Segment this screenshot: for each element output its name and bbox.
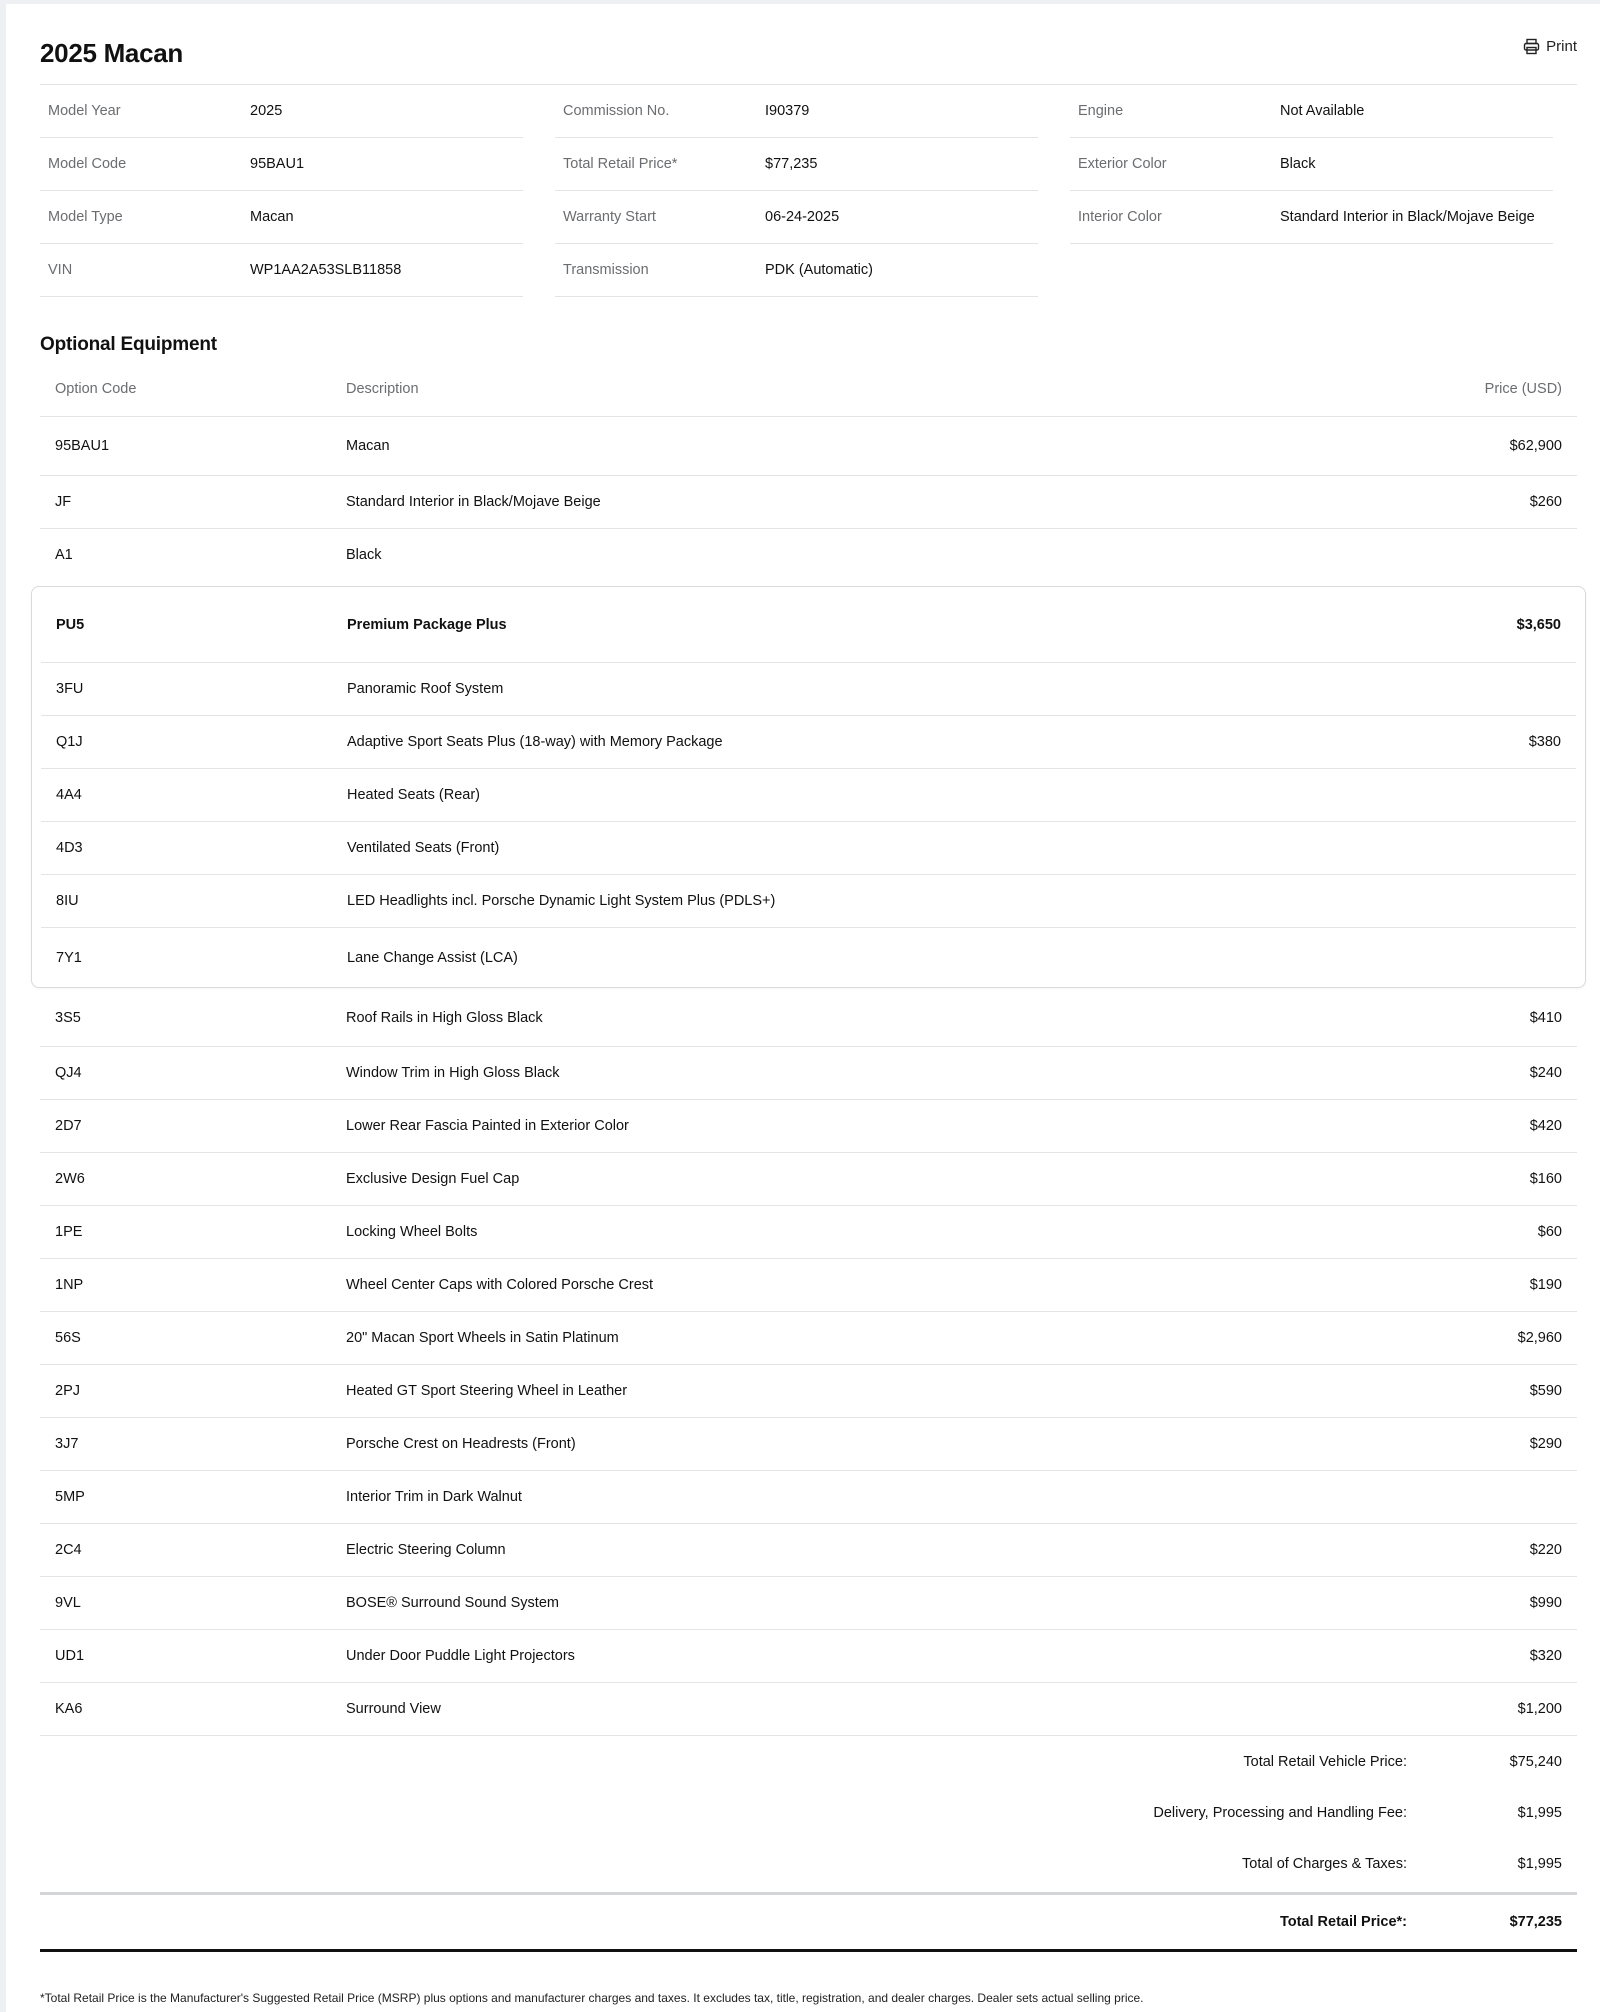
option-row [40,1577,1577,1630]
option-code: 7Y1 [56,949,82,966]
header-price: Price (USD) [1484,381,1562,397]
footnote: *Total Retail Price is the Manufacturer's Suggested Retail Price (MSRP) plus options and manufacturer charges and taxes. It excludes tax, title, registration, and dealer charges. Dealer sets actual selling price. [40,1991,1144,2005]
option-description: Lower Rear Fascia Painted in Exterior Color [346,1118,629,1134]
options-list [40,417,1577,581]
spec-row [40,138,523,191]
spec-label: Warranty Start [563,209,656,225]
option-price: $290 [1529,1436,1562,1452]
spec-row [1070,191,1553,244]
option-description: Black [346,547,382,563]
option-price: $160 [1529,1171,1562,1187]
option-code: 1PE [55,1224,83,1240]
spec-value: 06-24-2025 [765,209,840,225]
spec-value: Not Available [1280,103,1365,119]
option-price: $3,650 [1516,616,1561,633]
totals-section [40,1736,1577,1952]
option-row [40,1100,1577,1153]
option-description: Wheel Center Caps with Colored Porsche Crest [346,1277,654,1293]
option-price: $240 [1529,1065,1562,1081]
option-description: Lane Change Assist (LCA) [347,949,518,966]
option-price: $260 [1529,494,1562,510]
option-code: 4A4 [56,787,82,803]
total-label: Total Retail Vehicle Price: [1243,1753,1407,1770]
option-code: 4D3 [56,840,83,856]
vehicle-specs [40,84,1577,297]
option-code: 2PJ [55,1383,80,1399]
option-code: 5MP [55,1489,85,1505]
option-row [40,417,1577,476]
option-description: BOSE® Surround Sound System [346,1595,559,1611]
option-row [40,1312,1577,1365]
option-code: 3FU [56,681,84,697]
spec-row [555,191,1038,244]
option-code: 9VL [55,1595,81,1611]
totals-rows [40,1736,1577,1889]
option-description: 20" Macan Sport Wheels in Satin Platinum [346,1330,619,1346]
spec-label: Interior Color [1078,209,1162,225]
option-description: Premium Package Plus [347,616,507,633]
total-value: $1,995 [1517,1855,1562,1872]
option-description: Heated GT Sport Steering Wheel in Leather [346,1383,628,1399]
option-code: 95BAU1 [55,438,110,454]
document-content [40,4,1577,2005]
option-price: $1,200 [1517,1701,1562,1717]
spec-label: VIN [48,262,73,278]
option-description: Adaptive Sport Seats Plus (18-way) with Memory Package [347,734,723,750]
spec-column [1070,85,1553,297]
spec-label: Model Year [48,103,121,119]
option-price: $60 [1537,1224,1562,1240]
spec-column [555,85,1038,297]
option-description: Window Trim in High Gloss Black [346,1065,560,1081]
option-row [41,663,1576,716]
option-description: Electric Steering Column [346,1542,506,1558]
option-price: $2,960 [1517,1330,1562,1346]
option-description: Macan [346,438,390,454]
document-sheet [6,4,1600,2012]
option-row [41,716,1576,769]
spec-row [40,244,523,297]
option-code: A1 [55,547,73,563]
option-row [40,1047,1577,1100]
option-row [40,990,1577,1047]
print-button[interactable] [1523,38,1577,55]
option-description: Surround View [346,1701,441,1717]
total-row [40,1838,1577,1889]
option-code: 2D7 [55,1118,82,1134]
spec-row [555,138,1038,191]
option-code: 3S5 [55,1010,81,1026]
spec-row [1070,85,1553,138]
spec-label: Exterior Color [1078,156,1167,172]
option-row [40,1259,1577,1312]
grand-total-row [40,1895,1577,1949]
document-header [40,4,1577,84]
option-row [41,875,1576,928]
total-value: $1,995 [1517,1804,1562,1821]
option-description: Ventilated Seats (Front) [347,840,500,856]
option-row [40,1524,1577,1577]
option-description: LED Headlights incl. Porsche Dynamic Light System Plus (PDLS+) [347,893,776,909]
option-row [40,1471,1577,1524]
option-code: KA6 [55,1701,83,1717]
spec-value: 2025 [250,103,283,119]
spec-value: Standard Interior in Black/Mojave Beige [1280,209,1535,225]
spec-label: Model Code [48,156,127,172]
option-row [40,476,1577,529]
section-title: Optional Equipment [40,334,217,355]
spec-value: WP1AA2A53SLB11858 [250,262,402,278]
option-row [41,928,1576,987]
option-row [40,1365,1577,1418]
total-value: $75,240 [1509,1753,1562,1770]
option-description: Under Door Puddle Light Projectors [346,1648,575,1664]
spec-label: Commission No. [563,103,670,119]
option-description: Interior Trim in Dark Walnut [346,1489,522,1505]
package-items [41,663,1576,987]
total-label: Total of Charges & Taxes: [1242,1855,1407,1872]
option-price: $320 [1529,1648,1562,1664]
option-code: Q1J [56,734,83,750]
spec-row [40,85,523,138]
spec-label: Total Retail Price* [563,156,678,172]
print-label: Print [1546,38,1577,55]
spec-label: Engine [1078,103,1124,119]
total-label: Delivery, Processing and Handling Fee: [1153,1804,1407,1821]
package-group [31,586,1586,988]
spec-value: Black [1280,156,1316,172]
spec-value: PDK (Automatic) [765,262,873,278]
option-price: $410 [1529,1010,1562,1026]
option-description: Panoramic Roof System [347,681,504,697]
option-row [40,1418,1577,1471]
option-price: $590 [1529,1383,1562,1399]
option-price: $990 [1529,1595,1562,1611]
spec-row [40,191,523,244]
options-table-header [40,362,1577,417]
spec-label: Model Type [48,209,123,225]
option-code: 1NP [55,1277,84,1293]
grand-total-label: Total Retail Price*: [1279,1914,1407,1930]
option-code: 56S [55,1330,81,1346]
option-price: $420 [1529,1118,1562,1134]
option-row [40,529,1577,581]
option-code: 8IU [56,893,79,909]
spec-label: Transmission [563,262,649,278]
option-row [41,822,1576,875]
option-price: $380 [1528,734,1561,750]
header-option-code: Option Code [55,381,137,397]
option-row [40,1206,1577,1259]
option-description: Porsche Crest on Headrests (Front) [346,1436,576,1452]
spec-column [40,85,523,297]
option-row [40,1683,1577,1736]
option-code: PU5 [56,616,85,633]
option-description: Standard Interior in Black/Mojave Beige [346,494,601,510]
spec-value: I90379 [765,103,810,119]
option-code: 2W6 [55,1171,85,1187]
option-price: $220 [1529,1542,1562,1558]
option-row [41,769,1576,822]
header-description: Description [346,381,419,397]
options-list [40,990,1577,1736]
spec-row [555,85,1038,138]
spec-row [555,244,1038,297]
option-row [40,1153,1577,1206]
option-code: 2C4 [55,1542,82,1558]
total-row [40,1736,1577,1787]
spec-value: Macan [250,209,294,225]
printer-icon [1523,38,1540,55]
option-description: Roof Rails in High Gloss Black [346,1010,543,1026]
option-row [40,1630,1577,1683]
option-description: Heated Seats (Rear) [347,787,480,803]
total-row [40,1787,1577,1838]
option-price: $190 [1529,1277,1562,1293]
option-code: UD1 [55,1648,85,1664]
spec-value: 95BAU1 [250,156,305,172]
grand-total-divider [40,1949,1577,1952]
option-code: JF [55,494,72,510]
option-code: 3J7 [55,1436,79,1452]
package-row [41,587,1576,663]
option-description: Locking Wheel Bolts [346,1224,478,1240]
option-price: $62,900 [1509,438,1562,454]
option-description: Exclusive Design Fuel Cap [346,1171,520,1187]
spec-row [1070,138,1553,191]
grand-total-value: $77,235 [1509,1914,1562,1930]
option-code: QJ4 [55,1065,82,1081]
page-title: 2025 Macan [40,38,183,68]
spec-value: $77,235 [765,156,818,172]
